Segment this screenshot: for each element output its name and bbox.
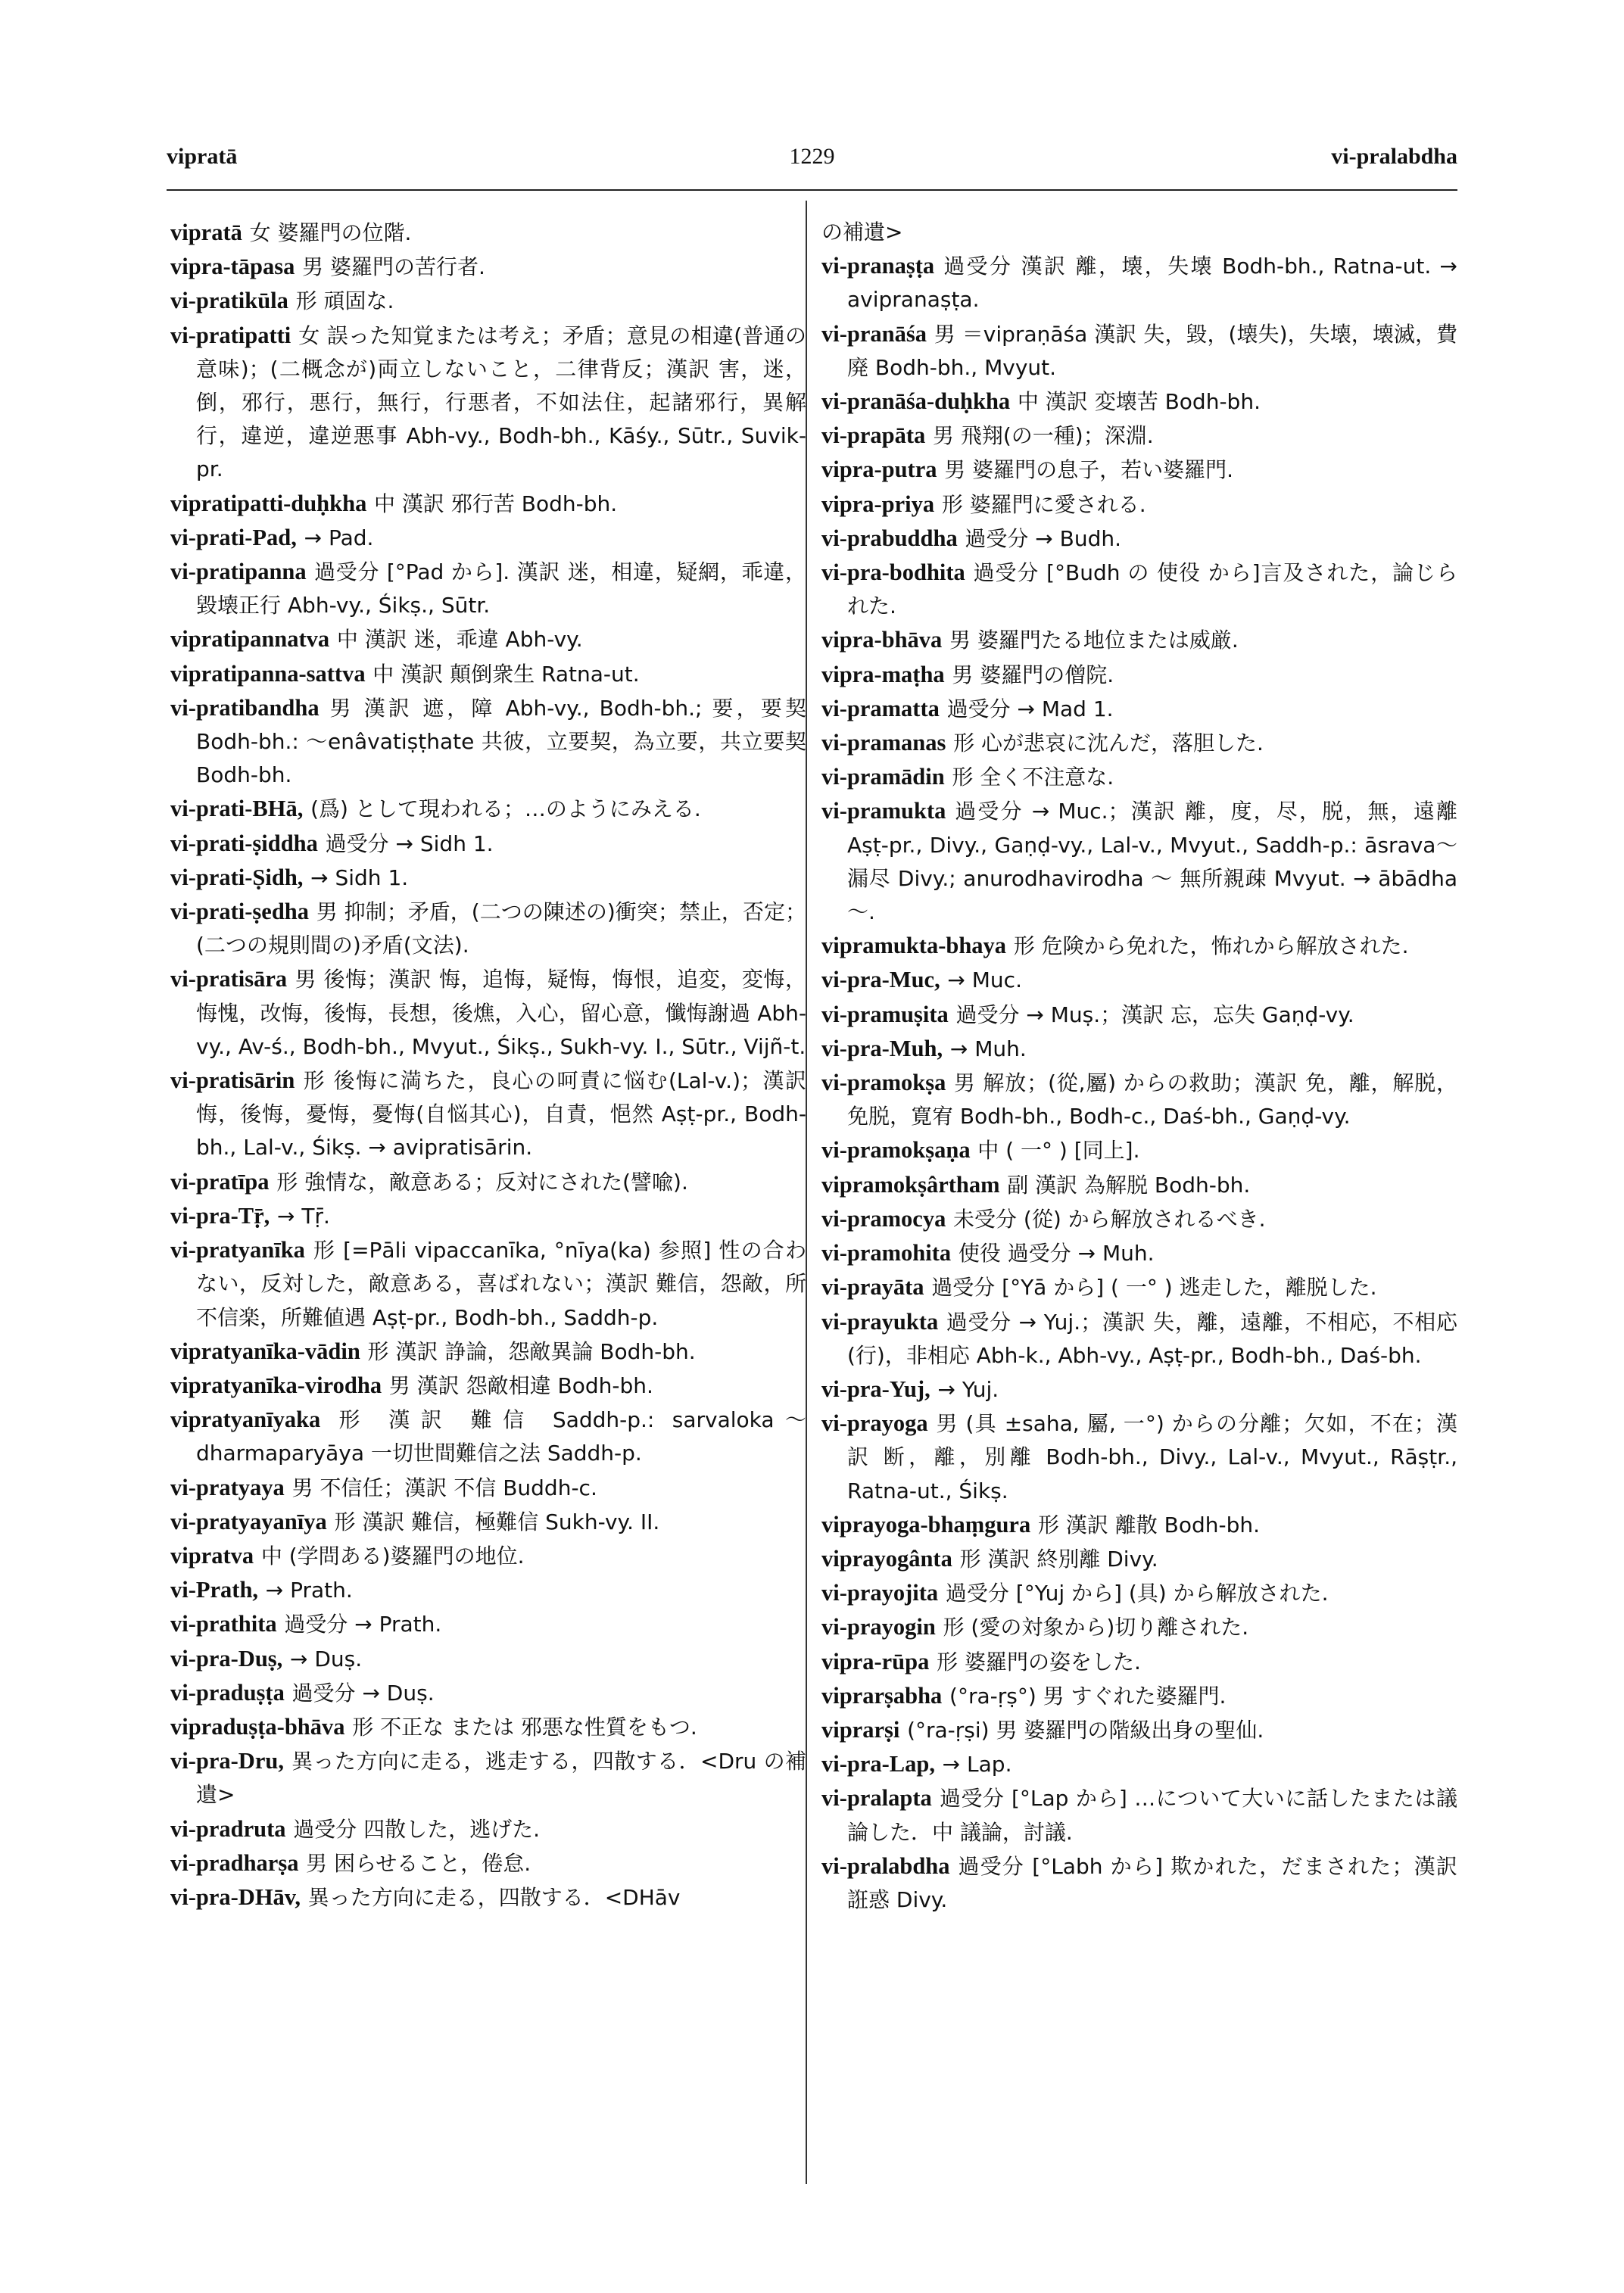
- dictionary-entry: [821, 1747, 1457, 1781]
- entry-definition: (爲) として現われる；…のようにみえる.: [310, 796, 701, 822]
- entry-headword: vi-pramukta: [821, 798, 946, 824]
- entry-headword: vi-pra-Muh,: [821, 1035, 943, 1061]
- dictionary-entry: [170, 250, 806, 284]
- entry-headword: vi-prathita: [170, 1611, 277, 1637]
- entry-headword: viprayoga-bhaṃgura: [821, 1511, 1031, 1537]
- dictionary-entry: [170, 284, 806, 318]
- entry-headword: vi-prati-BHā,: [170, 796, 304, 822]
- entry-definition: 中 漢訳 邪行苦 Bodh-bh.: [374, 491, 618, 516]
- entry-definition: 過受分 四散した，逃げた.: [293, 1816, 541, 1842]
- entry-definition: 形 漢訳 終別離 Divy.: [959, 1546, 1158, 1572]
- entry-headword: vi-pratipatti: [170, 322, 291, 348]
- dictionary-entry: [821, 249, 1457, 316]
- entry-headword: vi-pra-Dru,: [170, 1748, 284, 1774]
- entry-headword: vipratva: [170, 1542, 254, 1569]
- dictionary-entry: [821, 1781, 1457, 1849]
- entry-definition: 男 婆羅門の息子，若い婆羅門.: [944, 457, 1234, 483]
- entry-headword: vi-pra-Muc,: [821, 967, 940, 993]
- dictionary-entry: [821, 1849, 1457, 1917]
- dictionary-entry: [821, 692, 1457, 726]
- entry-definition: 形 全く不注意な.: [952, 765, 1114, 790]
- entry-headword: vipra-priya: [821, 491, 935, 517]
- entry-headword: vipra-rūpa: [821, 1648, 930, 1675]
- dictionary-entry: [821, 1679, 1457, 1713]
- entry-headword: vi-pra-bodhita: [821, 559, 965, 586]
- dictionary-entry: [170, 827, 806, 861]
- entry-headword: vi-prati-ṣiddha: [170, 830, 318, 856]
- dictionary-entry: [170, 1335, 806, 1369]
- entry-definition: 形 心が悲哀に沈んだ，落胆した.: [953, 731, 1264, 756]
- entry-definition: 形 [=Pāli vipaccanīka, °nīya(ka) 参照] 性の合わない，反対した，敵意ある，喜ばれない；漢訳 難信，怨敵，所不信楽，所難値遇 Aṣṭ-pr., Bodh-bh., Saddh-p.: [196, 1238, 806, 1330]
- entry-headword: vi-pramokṣaṇa: [821, 1137, 971, 1164]
- dictionary-entry: [821, 1610, 1457, 1644]
- entry-headword: vipratipannatva: [170, 626, 330, 653]
- entry-headword: vi-pralapta: [821, 1785, 932, 1812]
- entry-headword: vipratipatti-duḥkha: [170, 490, 367, 516]
- running-head-left: vipratā: [167, 144, 238, 169]
- entry-definition: 過受分 → Prath.: [284, 1612, 442, 1637]
- entry-headword: vi-prati-Pad,: [170, 524, 297, 550]
- entry-headword: vi-pramādin: [821, 764, 945, 790]
- entry-definition: 過受分 → Mad 1.: [946, 696, 1114, 721]
- entry-definition: (°ra-ṛṣ°) 男 すぐれた婆羅門.: [949, 1683, 1227, 1709]
- entry-definition: → Prath.: [265, 1578, 353, 1603]
- entry-definition: 男 後悔；漢訳 悔，追悔，疑悔，悔恨，追変，変悔，悔愧，改悔，後悔，長想，後燋，入心，留心意，懺悔謝過 Abh-vy., Av-ś., Bodh-bh., Mvyut., Śikṣ., Sukh-vy. I., Sūtr., Vijñ-t.: [196, 967, 806, 1059]
- entry-definition: 形 頑固な.: [295, 288, 394, 314]
- header-rule: [167, 189, 1457, 191]
- dictionary-entry: [821, 1066, 1457, 1133]
- entry-definition: 男 解放；(從,屬) からの救助；漢訳 免，離，解脱，免脱，寛宥 Bodh-bh., Bodh-c., Daś-bh., Gaṇḍ-vy.: [847, 1070, 1457, 1129]
- entry-definition: → Tṝ.: [277, 1203, 330, 1229]
- entry-headword: vipramokṣârtham: [821, 1171, 1000, 1198]
- dictionary-entry: [170, 1165, 806, 1199]
- entry-headword: vi-pranaṣṭa: [821, 253, 935, 279]
- entry-definition: 男 ＝vipraṇāśa 漢訳 失，毀，(壊失)，失壊，壊滅，費廃 Bodh-bh., Mvyut.: [847, 321, 1457, 380]
- entry-headword: viprarṣabha: [821, 1682, 943, 1709]
- entry-headword: vi-pramocya: [821, 1205, 946, 1232]
- entry-definition: 形 漢訳 諍論，怨敵異論 Bodh-bh.: [367, 1338, 696, 1364]
- entry-headword: vipra-maṭha: [821, 661, 945, 687]
- entry-headword: vi-pramanas: [821, 730, 946, 756]
- entry-headword: vi-pramatta: [821, 695, 940, 721]
- entry-headword: vi-prati-Ṣidh,: [170, 864, 304, 890]
- entry-headword: vi-pratisārin: [170, 1067, 295, 1094]
- entry-definition: 形 (愛の対象から)切り離された.: [943, 1615, 1249, 1640]
- entry-headword: vi-pra-DHāv,: [170, 1883, 301, 1910]
- entry-definition: 中 (学問ある)婆羅門の地位.: [260, 1543, 525, 1569]
- entry-definition: → Sidh 1.: [310, 865, 409, 890]
- entry-headword: vi-prayukta: [821, 1308, 939, 1335]
- dictionary-entry: [170, 1812, 806, 1846]
- entry-definition: 過受分 [°Yā から] ( 一° ) 逃走した，離脱した.: [931, 1275, 1377, 1301]
- entry-definition: 過受分 → Budh.: [965, 525, 1122, 551]
- dictionary-entry: [821, 658, 1457, 692]
- dictionary-entry: [170, 319, 806, 487]
- entry-definition: 異った方向に走る，逃走する，四散する．<Dru の補遺>: [196, 1749, 807, 1808]
- dictionary-entry: [170, 861, 806, 895]
- entry-definition: 男 漢訳 遮，障 Abh-vy., Bodh-bh.; 要，要契 Bodh-bh.: ～enâvatiṣṭhate 共彼，立要契，為立要，共立要契 Bodh-bh.: [196, 695, 806, 788]
- entry-definition: 副 漢訳 為解脱 Bodh-bh.: [1007, 1172, 1251, 1198]
- entry-headword: vipra-bhāva: [821, 627, 943, 653]
- entry-definition: 過受分 漢訳 離，壊，失壊 Bodh-bh., Ratna-ut. → avipranaṣṭa.: [847, 254, 1458, 313]
- dictionary-entry: [170, 691, 806, 793]
- entry-headword: vipratyanīyaka: [170, 1407, 321, 1433]
- dictionary-entry: [821, 317, 1457, 385]
- entry-definition: → Muc.: [947, 967, 1022, 993]
- dictionary-entry: [170, 962, 806, 1064]
- entry-headword: vipratā: [170, 220, 242, 245]
- entry-definition: 男 抑制；矛盾，(二つの陳述の)衝突；禁止，否定；(二つの規則間の)矛盾(文法).: [196, 899, 806, 958]
- dictionary-entry: [170, 1710, 806, 1744]
- entry-headword: vipramukta-bhaya: [821, 933, 1007, 959]
- dictionary-entry: [170, 1403, 806, 1470]
- entry-headword: vi-pra-Yuj,: [821, 1375, 930, 1402]
- running-head: [167, 144, 1457, 189]
- dictionary-entry: [821, 1372, 1457, 1407]
- dictionary-entry: [821, 1133, 1457, 1167]
- dictionary-entry: [170, 895, 806, 962]
- dictionary-entry: [821, 794, 1457, 929]
- entry-definition: 男 婆羅門の苦行者.: [302, 254, 485, 280]
- entry-headword: vi-pramokṣa: [821, 1070, 946, 1096]
- dictionary-entry: [170, 1233, 806, 1335]
- dictionary-entry: [170, 792, 806, 826]
- dictionary-entry: [170, 1539, 806, 1573]
- entry-headword: vi-pramuṣita: [821, 1001, 949, 1027]
- entry-headword: vipra-tāpasa: [170, 254, 295, 280]
- entry-headword: viprayogânta: [821, 1545, 952, 1572]
- dictionary-entry: [821, 1236, 1457, 1270]
- entry-definition: 男 漢訳 怨敵相違 Bodh-bh.: [388, 1372, 653, 1398]
- entry-definition: 形 漢訳 離散 Bodh-bh.: [1037, 1512, 1261, 1537]
- entry-headword: vi-pratyaya: [170, 1474, 285, 1500]
- entry-definition: 男 婆羅門たる地位または威厳.: [949, 628, 1239, 653]
- dictionary-entry: [821, 1576, 1457, 1610]
- dictionary-entry: [821, 1032, 1457, 1066]
- entry-definition: 女 婆羅門の位階.: [249, 220, 412, 245]
- entry-definition: 男 婆羅門の僧院.: [952, 662, 1114, 687]
- dictionary-entry: [821, 1407, 1457, 1508]
- entry-definition: 未受分 (從) から解放されるべき.: [953, 1206, 1266, 1232]
- entry-headword: vi-pra-Tṝ,: [170, 1202, 270, 1229]
- dictionary-entry: [170, 1744, 806, 1812]
- entry-headword: vi-pratikūla: [170, 288, 288, 314]
- entry-headword: vi-pratyanīka: [170, 1237, 305, 1263]
- entry-definition: 過受分 [°Lap から] …について大いに話したまたは議論した．中 議論，討議.: [847, 1786, 1457, 1845]
- dictionary-entry: [821, 556, 1457, 623]
- entry-definition: → Muh.: [949, 1036, 1027, 1061]
- entry-headword: vi-pra-Lap,: [821, 1751, 935, 1777]
- entry-definition: → Pad.: [304, 525, 374, 550]
- dictionary-entry: [821, 726, 1457, 760]
- dictionary-entry: [170, 1846, 806, 1880]
- page-number: 1229: [789, 144, 835, 169]
- entry-headword: vi-pratipanna: [170, 559, 307, 585]
- dictionary-entry: [821, 1270, 1457, 1304]
- entry-definition: 中 漢訳 変壊苦 Bodh-bh.: [1017, 389, 1261, 415]
- entry-headword: vi-prapāta: [821, 422, 926, 449]
- entry-headword: vi-prayāta: [821, 1274, 924, 1301]
- entry-headword: vi-prabuddha: [821, 525, 958, 551]
- dictionary-entry: [821, 760, 1457, 794]
- entry-headword: vi-pradharṣa: [170, 1849, 299, 1876]
- entry-definition: 形 婆羅門に愛される.: [941, 491, 1146, 517]
- dictionary-entry: [821, 1202, 1457, 1236]
- dictionary-entry: [170, 521, 806, 555]
- entry-headword: vi-prayogin: [821, 1614, 936, 1640]
- entry-definition: 中 ( 一° ) [同上].: [977, 1138, 1140, 1164]
- entry-definition: の補遺>: [821, 220, 903, 245]
- entry-definition: 過受分 → Muṣ.；漢訳 忘，忘失 Gaṇḍ-vy.: [955, 1002, 1354, 1027]
- dictionary-entry: [170, 1676, 806, 1710]
- dictionary-entry: [170, 1642, 806, 1676]
- entry-headword: vi-pratyayanīya: [170, 1508, 327, 1534]
- dictionary-entry: [821, 963, 1457, 997]
- dictionary-entry: [821, 1508, 1457, 1542]
- entry-headword: vipratyanīka-vādin: [170, 1338, 360, 1364]
- dictionary-entry: [170, 1880, 806, 1914]
- dictionary-entry: [821, 1305, 1457, 1372]
- dictionary-entry: [170, 216, 806, 250]
- dictionary-entry: [821, 1713, 1457, 1747]
- entry-headword: vi-pratīpa: [170, 1168, 270, 1195]
- entry-headword: vi-pralabdha: [821, 1852, 950, 1879]
- dictionary-entry: [170, 1369, 806, 1403]
- entry-headword: vipratipanna-sattva: [170, 660, 366, 687]
- entry-definition: → Duṣ.: [289, 1646, 363, 1671]
- entry-headword: vipra-putra: [821, 456, 937, 483]
- entry-definition: 中 漢訳 迷，乖違 Abh-vy.: [336, 627, 583, 653]
- entry-definition: 形 強情な，敵意ある；反対にされた(譬喩).: [276, 1169, 688, 1195]
- entry-headword: vipraduṣṭa-bhāva: [170, 1713, 345, 1740]
- entry-definition: → Yuj.: [937, 1376, 999, 1402]
- column-divider: [806, 201, 807, 2184]
- entry-definition: 男 飛翔(の一種)；深淵.: [932, 423, 1154, 449]
- entry-definition: 形 後悔に満ちた，良心の呵責に悩む(Lal-v.)；漢訳 悔，後悔，憂悔，憂悔(自悩其心)，自責，悒然 Aṣṭ-pr., Bodh-bh., Lal-v., Śikṣ. → avipratisārin.: [196, 1068, 806, 1161]
- entry-definition: 形 漢訳 難信 Saddh-p.: sarvaloka～dharmaparyāya 一切世間難信之法 Saddh-p.: [196, 1407, 806, 1466]
- entry-definition: 男 困らせること，倦怠.: [306, 1850, 531, 1876]
- entry-definition: 形 漢訳 難信，極難信 Sukh-vy. II.: [334, 1509, 660, 1534]
- entry-definition: 形 不正な または 邪悪な性質をもつ.: [352, 1714, 697, 1740]
- entry-headword: vi-prati-ṣedha: [170, 899, 309, 925]
- entry-headword: vi-pratibandha: [170, 694, 320, 721]
- entry-definition: → Lap.: [942, 1752, 1012, 1777]
- entry-headword: vi-prayoga: [821, 1410, 928, 1437]
- dictionary-entry: [170, 1607, 806, 1641]
- entry-headword: vi-pra-Duṣ,: [170, 1645, 283, 1671]
- entry-definition: 異った方向に走る，四散する．<DHāv: [307, 1884, 681, 1910]
- dictionary-entry: [170, 622, 806, 656]
- entry-definition: 女 誤った知覚または考え；矛盾；意見の相違(普通の意味)；(二概念が)両立しないこと，二律背反；漢訳 害，迷，倒，邪行，悪行，無行，行悪者，不如法住，起諸邪行，異解行，違逆，違逆悪事 Abh-vy., Bodh-bh., Kāśy., Sūtr., Suvik-pr.: [196, 322, 806, 482]
- running-head-right: vi-pralabdha: [1331, 144, 1457, 169]
- entry-headword: vi-pranāśa-duḥkha: [821, 388, 1011, 415]
- dictionary-entry: [821, 1168, 1457, 1202]
- dictionary-entry: [821, 929, 1457, 963]
- dictionary-entry: [821, 419, 1457, 453]
- dictionary-entry: [821, 453, 1457, 487]
- entry-definition: 過受分 [°Yuj から] (具) から解放された.: [945, 1581, 1329, 1606]
- entry-definition: 過受分 [°Pad から]. 漢訳 迷，相違，疑網，乖違，毀壊正行 Abh-vy., Śikṣ., Sūtr.: [196, 559, 806, 618]
- entry-definition: 過受分 [°Budh の 使役 から]言及された，論じられた.: [847, 560, 1457, 619]
- dictionary-entry: [170, 487, 806, 521]
- entry-headword: vi-pratisāra: [170, 966, 288, 992]
- dictionary-entry: [821, 488, 1457, 522]
- entry-definition: (°ra-ṛṣi) 男 婆羅門の階級出身の聖仙.: [907, 1717, 1264, 1743]
- dictionary-entry: [170, 1199, 806, 1233]
- entry-definition: 過受分 [°Labh から] 欺かれた，だまされた；漢訳 誑惑 Divy.: [847, 1853, 1457, 1912]
- left-column: [170, 216, 806, 1914]
- entry-definition: 中 漢訳 顛倒衆生 Ratna-ut.: [372, 661, 640, 687]
- entry-headword: viprarṣi: [821, 1716, 900, 1743]
- dictionary-entry: [170, 1573, 806, 1607]
- entry-definition: 男 不信任；漢訳 不信 Buddh-c.: [291, 1475, 597, 1500]
- entry-definition: 形 危険から免れた，怖れから解放された.: [1013, 933, 1409, 959]
- entry-headword: vi-pranāśa: [821, 320, 927, 347]
- entry-definition: 過受分 → Sidh 1.: [325, 830, 494, 856]
- dictionary-entry: [170, 1505, 806, 1539]
- dictionary-entry: [170, 657, 806, 691]
- entry-definition: 使役 過受分 → Muh.: [958, 1241, 1155, 1266]
- dictionary-entry: [170, 1064, 806, 1165]
- dictionary-entry: [821, 216, 1457, 249]
- dictionary-entry: [821, 385, 1457, 419]
- dictionary-entry: [821, 1542, 1457, 1576]
- entry-definition: 過受分 → Muc.；漢訳 離，度，尽，脱，無，遠離 Aṣṭ-pr., Divy., Gaṇḍ-vy., Lal-v., Mvyut., Saddh-p.: āsrava～ 漏尽 Divy.; anurodhavirodha ～ 無所親疎 Mvyut. → ābādha～.: [847, 799, 1457, 925]
- entry-headword: vi-pradruta: [170, 1815, 286, 1842]
- entry-definition: 男 (具 ±saha, 屬, 一°) からの分離；欠如，不在；漢訳 断，離，別離 Bodh-bh., Divy., Lal-v., Mvyut., Rāṣṭr., Ratna-ut., Śikṣ.: [847, 1411, 1458, 1503]
- dictionary-entry: [821, 522, 1457, 556]
- dictionary-entry: [821, 623, 1457, 657]
- entry-headword: vi-prayojita: [821, 1580, 939, 1606]
- entry-headword: vi-Prath,: [170, 1577, 259, 1603]
- entry-headword: vi-pramohita: [821, 1240, 952, 1266]
- entry-definition: 過受分 → Duṣ.: [291, 1680, 435, 1706]
- dictionary-entry: [170, 555, 806, 622]
- dictionary-entry: [821, 998, 1457, 1032]
- entry-definition: 形 婆羅門の姿をした.: [937, 1649, 1141, 1675]
- entry-headword: vi-praduṣṭa: [170, 1679, 285, 1706]
- dictionary-entry: [170, 1471, 806, 1505]
- right-column: [821, 216, 1457, 1917]
- entry-headword: vipratyanīka-virodha: [170, 1372, 382, 1398]
- dictionary-entry: [821, 1645, 1457, 1679]
- entry-definition: 過受分 → Yuj.；漢訳 失，離，遠離，不相応，不相応(行)，非相応 Abh-k., Abh-vy., Aṣṭ-pr., Bodh-bh., Daś-bh.: [847, 1309, 1457, 1368]
